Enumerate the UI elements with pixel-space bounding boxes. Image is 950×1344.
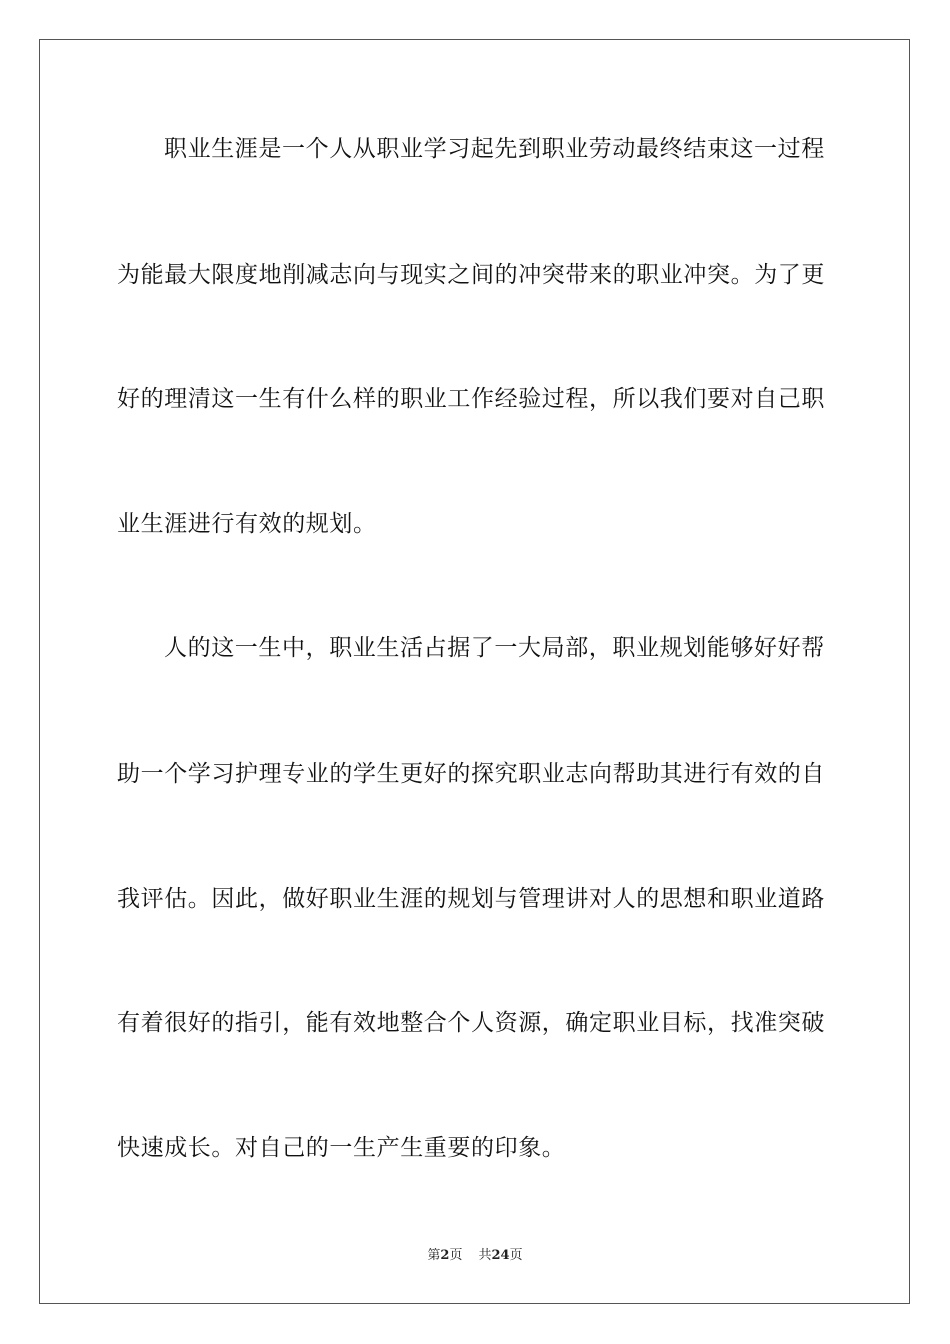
page-number: 2 [440, 1248, 450, 1263]
page-footer [0, 1247, 950, 1265]
text-line: 快速成长。对自己的一生产生重要的印象。 [117, 1135, 566, 1161]
total-prefix: 共 [478, 1248, 492, 1263]
page-prefix: 第 [427, 1248, 441, 1263]
text-line: 有着很好的指引，能有效地整合个人资源，确定职业目标，找准突破 [117, 1010, 825, 1036]
text-line: 我评估。因此，做好职业生涯的规划与管理讲对人的思想和职业道路 [117, 886, 825, 912]
text-line: 职业生涯是一个人从职业学习起先到职业劳动最终结束这一过程 [164, 136, 825, 162]
total-suffix: 页 [509, 1248, 523, 1263]
text-line: 好的理清这一生有什么样的职业工作经验过程，所以我们要对自己职 [117, 386, 825, 412]
text-line: 为能最大限度地削减志向与现实之间的冲突带来的职业冲突。为了更 [117, 262, 825, 288]
text-line: 助一个学习护理专业的学生更好的探究职业志向帮助其进行有效的自 [117, 761, 825, 787]
text-line: 人的这一生中，职业生活占据了一大局部，职业规划能够好好帮 [164, 635, 825, 661]
total-pages: 24 [491, 1248, 510, 1263]
page-border [39, 39, 910, 1304]
page-suffix: 页 [449, 1248, 463, 1263]
text-line: 业生涯进行有效的规划。 [117, 511, 377, 537]
